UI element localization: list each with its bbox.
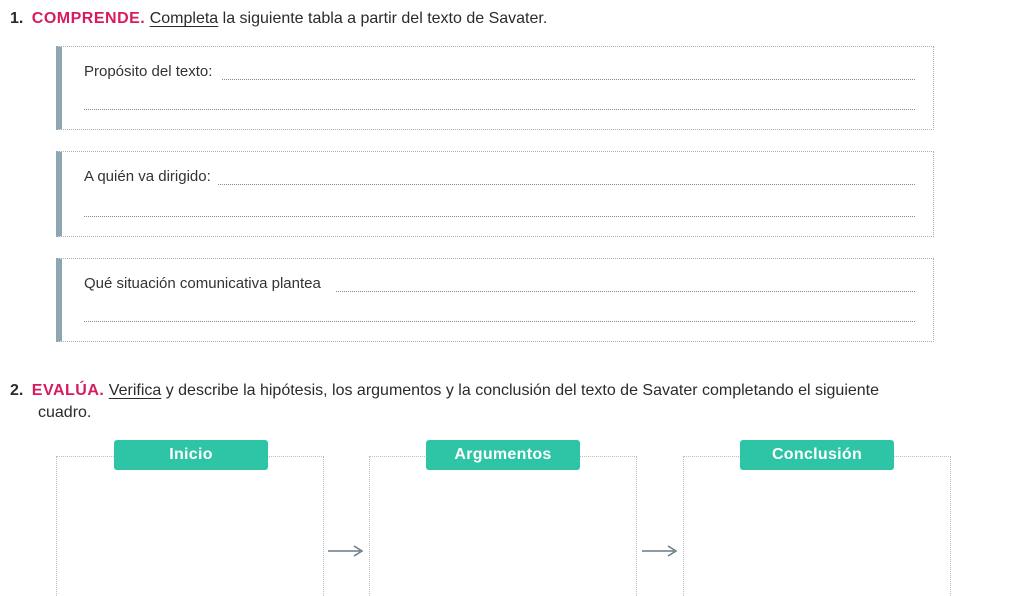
column-header-conclusion: Conclusión (740, 440, 894, 470)
field-label: Qué situación comunicativa plantea (84, 275, 321, 292)
question-keyword: COMPRENDE. (31, 10, 146, 27)
question-text: la siguiente tabla a partir del texto de Savater. (218, 10, 548, 27)
question-keyword: EVALÚA. (31, 382, 105, 399)
inicio-answer-box[interactable] (56, 456, 324, 596)
purpose-field-box (56, 46, 934, 130)
column-header-argumentos: Argumentos (426, 440, 580, 470)
question-2 (10, 380, 1010, 424)
question-verb: Completa (149, 10, 219, 27)
field-label: A quién va dirigido: (84, 168, 211, 185)
conclusion-answer-box[interactable] (683, 456, 951, 596)
answer-line[interactable] (218, 184, 915, 185)
answer-line[interactable] (84, 109, 915, 110)
question-number: 1. (10, 10, 24, 27)
question-text: y describe la hipótesis, los argumentos y la conclusión del texto de Savater completando el siguiente (161, 382, 880, 399)
question-text-continued: cuadro. (38, 404, 92, 421)
argumentos-answer-box[interactable] (369, 456, 637, 596)
answer-line[interactable] (84, 216, 915, 217)
question-1 (10, 8, 547, 30)
question-verb: Verifica (108, 382, 162, 399)
question-number: 2. (10, 382, 24, 399)
field-label: Propósito del texto: (84, 63, 213, 80)
arrow-right-icon (326, 544, 366, 558)
arrow-right-icon (640, 544, 680, 558)
answer-line[interactable] (84, 321, 915, 322)
audience-field-box (56, 151, 934, 237)
situation-field-box (56, 258, 934, 342)
answer-line[interactable] (336, 291, 915, 292)
answer-line[interactable] (222, 79, 915, 80)
column-header-inicio: Inicio (114, 440, 268, 470)
